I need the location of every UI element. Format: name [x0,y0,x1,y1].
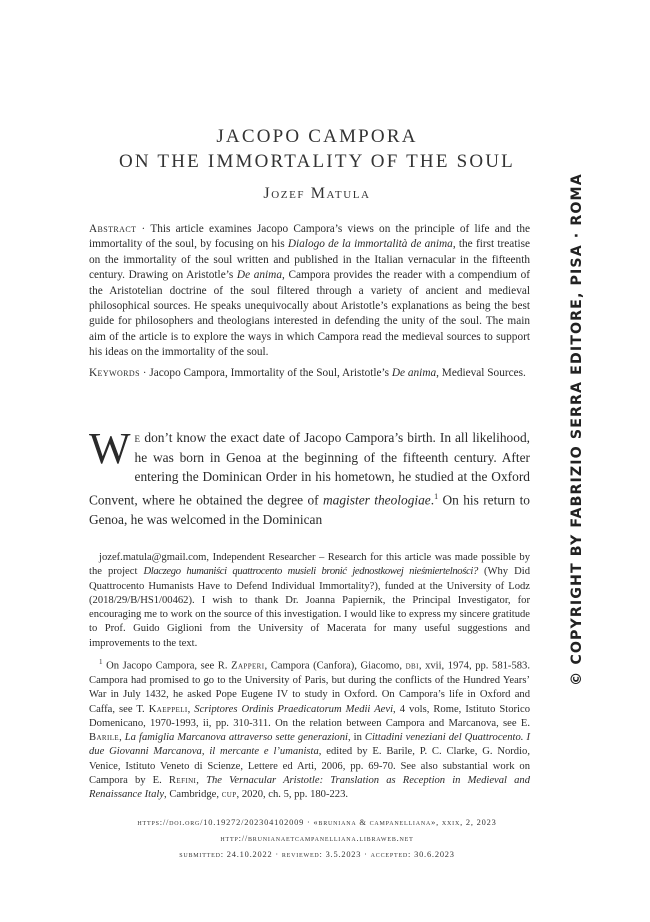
body-text: . [430,492,435,508]
body-text: don’t know the exact date of Jacopo Campora’s birth. In all likelihood, he was born in Genoa at the beginning of the fifteenth century. After entering the Dominican Order in his hometown, he studied at the Oxford Convent, where he obtained the degree of [89,430,530,508]
keywords-de-anima: De anima [391,366,437,379]
note-text: , 4 vols, Rome, Istituto Storico Domenicano, 1970-1993, ii, pp. 310-311. On the relation between Campora and Marcanova, see E. [89,703,530,729]
note-text: , Campora (Canfora), Giacomo, [264,660,406,672]
journal-url[interactable]: http://brunianaetcampanelliana.libraweb.net [220,834,414,843]
note-abbrev: dbi [405,660,419,672]
footnote-1 [89,655,530,803]
doi-line[interactable]: https://doi.org/10.19272/202304102009 · «bruniana & campanelliana», xxix, 2, 2023 [137,818,497,827]
note-author: Barile [89,732,120,744]
footnote-ref[interactable]: 1 [434,491,439,501]
abstract-work-title: Dialogo de la immortalità de anima [287,238,453,251]
note-text: , [187,703,195,715]
note-text: , [119,732,125,744]
abstract-text: , Campora provides the reader with a compendium of the Aristotelian doctrine of the soul filtered through a variety of ancient and medieval philosophical sources. He speaks unequivocally about Aristotle’s explanations as being the best guide for philosophers and theologians interested in defending the unity of the soul. The main aim of the article is to explore the ways in which Campora read the medieval sources to support his ideas on the immortality of the soul. [89,269,530,359]
note-work-title: The Vernacular Aristotle: Translation as Reception in Medieval and Renaissance Italy [89,774,531,801]
abstract-text: This article examines Jacopo Campora’s views on the principle of life and the immortality of the soul, by focusing on his [89,223,530,251]
note-text: , [196,774,207,786]
note-text: On Jacopo Campora, see R. [102,660,232,672]
abstract-section [89,222,530,386]
abstract-separator: · [136,223,151,235]
note-text: , xvii, 1974, pp. 581-583. Campora had promised to go to the University of Paris, but during the conflicts of the Hundred Years’ War in July 1432, he asked Pope Eugene IV to study in Oxford. On Campora’s life in Oxford and Caffa, see T. [89,660,530,715]
body-smallcaps: e [134,430,141,445]
note-text: , Cambridge, [164,789,222,801]
copyright-notice: © COPYRIGHT BY FABRIZIO SERRA EDITORE, PISA · ROMA [569,173,585,686]
contact-note [89,551,530,651]
note-abbrev: cup [221,789,237,801]
note-text: , in [347,732,365,744]
note-author: Kaeppeli [148,703,188,715]
body-magister: magister theologiae [322,492,431,508]
note-author: Refini [168,774,197,786]
abstract-label: Abstract [89,223,137,235]
note-work-title: Scriptores Ordinis Praedicatorum Medii Aevi [194,703,394,715]
note-work-title: La famiglia Marcanova attraverso sette generazioni [124,732,348,744]
article-title-line-1: JACOPO CAMPORA [216,126,418,147]
keywords-text: , Medieval Sources. [436,366,526,379]
drop-cap: W [89,424,131,473]
body-paragraph [89,424,530,529]
keywords-separator: · [139,366,150,379]
article-title-line-2: ON THE IMMORTALITY OF THE SOUL [118,151,515,172]
submission-dates: submitted: 24.10.2022 · reviewed: 3.5.2023 · accepted: 30.6.2023 [179,850,455,859]
keywords-paragraph [89,366,530,381]
note-text: jozef.matula@gmail.com, Independent Researcher – Research for this article was made possible by the project [89,552,530,578]
keywords-text: Jacopo Campora, Immortality of the Soul, Aristotle’s [149,366,392,379]
note-work-title: Cittadini veneziani del Quattrocento. I due Giovanni Marcanova, il mercante e l’umanista [89,732,530,758]
author-name: Jozef Matula [263,185,371,202]
note-text: , 2020, ch. 5, pp. 180-223. [236,789,349,801]
abstract-paragraph [89,222,530,361]
note-text: (Why Did Quattrocento Humanists Have to Defend Individual Immortality?), funded at the University of Lodz (2018/29/B/HS1/00462). I wish to thank Dr. Joanna Papiernik, the Principal Investigator, for encouraging me to work on the source of this investigation. I would like to express my sincere gratitude to Prof. Guido Giglioni from the University of Macerata for many useful suggestions and improvements to the text. [89,566,531,649]
footnote-number: 1 [99,658,103,667]
note-author: Zapperi [231,660,265,672]
abstract-text: , the first treatise on the immortality of the soul written and published in the Italian vernacular in the fifteenth century. Drawing on Aristotle’s [89,238,531,282]
abstract-de-anima: De anima [236,269,282,282]
footnotes [89,551,530,807]
body-text: On his return to Genoa, he was welcomed in the Dominican [89,492,530,527]
note-text: , edited by E. Barile, P. C. Clarke, G. Nordio, Venice, Istituto Veneto di Scienze, Lettere ed Arti, 2006, pp. 69-70. See also substantial work on Campora by E. [89,746,530,786]
project-title: Dlaczego humaniści quattrocento musieli bronić jednostkowej nieśmiertelności? [143,566,478,578]
keywords-label: Keywords [89,366,140,379]
